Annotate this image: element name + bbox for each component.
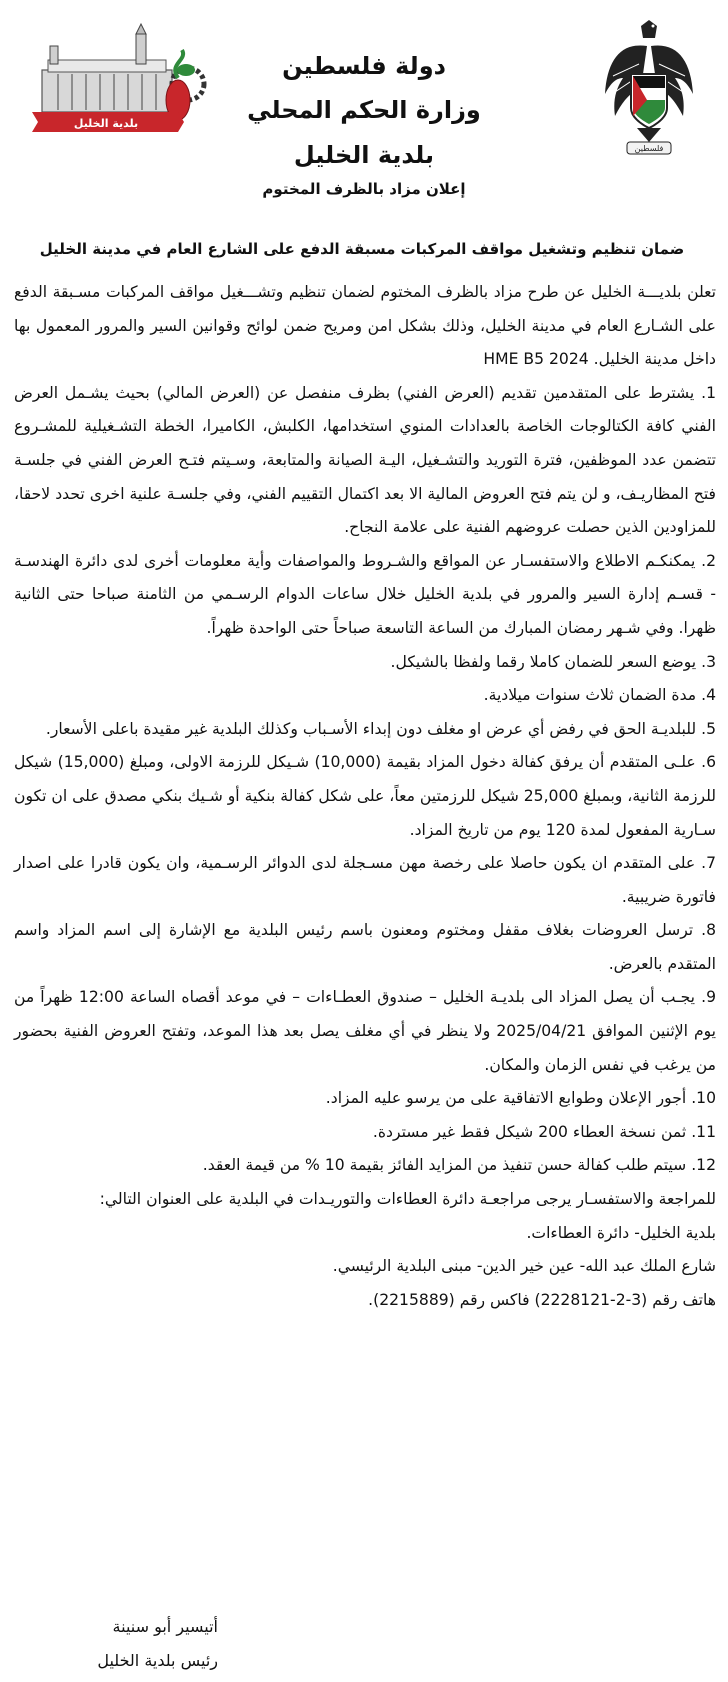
item-number: 3. [701,652,716,671]
item-text: علـى المتقدم أن يرفق كفالة دخول المزاد بقيمة (10,000) شـيكل للرزمة الاولى، ومبلغ (15,000) شيكل للرزمة الثانية، وبمبلغ 25,000 شيكل للرزمتين معاً، على شكل كفالة بنكية أو شـيك بنكي مصدق على ان تكون سـارية المفعول لمدة 120 يوم من تاريخ المزاد. [14,753,716,839]
item-number: 2. [701,551,716,570]
list-item [14,914,716,981]
seal-scroll-text: فلسطين [634,144,664,153]
country-title: دولة فلسطين [282,52,446,80]
item-text: يشترط على المتقدمين تقديم (العرض الفني) بظرف منفصل عن (العرض المالي) بحيث يشـمل العرض الفني كافة الكتالوجات الخاصة بالعدادات المنوي استخدامها، الكلبش، الكاميرا، الخطة التشـغيلية للمشـروع تتضمن عدد الموظفين، فترة التوريد والتشـغيل، اليـة الصيانة والمتابعة، وسـيتم فتـح العرض الفني في جلسـة فتح المظاريـف، و لن يتم فتح العروض المالية الا بعد اكتمال التقييم الفني، وفي جلسـة علنية اخرى تحدد لاحقا، للمزاودين الذين حصلت عروضهم الفنية على علامة النجاح. [14,383,716,537]
list-item [14,646,716,680]
notice-body [14,276,716,1317]
contact-phone-fax: هاتف رقم (3-2-2228121) فاكس رقم (2215889). [368,1290,716,1309]
signatory-name: أتيسير أبو سنينة [112,1617,218,1636]
item-text: للبلديـة الحق في رفض أي عرض او مغلف دون إبداء الأسـباب وكذلك البلدية غير مقيدة باعلى الأسعار. [45,719,697,738]
item-text: يمكنكـم الاطلاع والاستفسـار عن المواقع والشـروط والمواصفات وأية معلومات أخرى لدى دائرة الهندسـة - قسـم إدارة السير والمرور في بلدية الخليل خلال ساعات الدوام الرسـمي من الثامنة صباحا حتى الثانية ظهرا. وفي شـهر رمضان المبارك من الساعة التاسعة صباحاً حتى الواحدة ظهراً. [14,551,716,637]
item-text: على المتقدم ان يكون حاصلا على رخصة مهن مسـجلة لدى الدوائر الرسـمية، وان يكون قادرا على اصدار فاتورة ضريبية. [14,854,716,906]
notice-header [200,44,528,202]
list-item [14,1116,716,1150]
contact-address: شارع الملك عبد الله- عين خير الدين- مبنى البلدية الرئيسي. [332,1257,716,1276]
list-item [14,377,716,545]
list-item [14,545,716,646]
item-number: 4. [701,686,716,705]
hebron-municipality-logo [28,20,210,144]
notice-type: إعلان مزاد بالظرف المختوم [262,180,466,198]
list-item [14,981,716,1082]
ministry-title: وزارة الحكم المحلي [247,96,481,124]
item-number: 6. [701,753,716,772]
item-text: يوضع السعر للضمان كاملا رقما ولفظا بالشيكل. [390,652,697,671]
item-number: 8. [701,921,716,940]
contact-intro: للمراجعة والاستفسـار يرجى مراجعـة دائرة العطاءات والتوريـدات في البلدية على العنوان التالي: [99,1190,716,1209]
item-text: ترسل العروضات بغلاف مقفل ومختوم ومعنون باسم رئيس البلدية مع الإشارة إلى اسم المزاد واسم المتقدم بالعرض. [14,921,716,973]
contact-department: بلدية الخليل- دائرة العطاءات. [526,1223,716,1242]
list-item [14,713,716,747]
list-item [14,679,716,713]
item-text: أجور الإعلان وطوابع الاتفاقية على من يرسو عليه المزاد. [325,1089,687,1108]
item-text: مدة الضمان ثلاث سنوات ميلادية. [483,686,697,705]
item-number: 5. [701,719,716,738]
banner-text: بلدية الخليل [73,117,139,130]
list-item [14,1149,716,1183]
list-item [14,746,716,847]
list-item [14,1082,716,1116]
notice-subject: ضمان تنظيم وتشغيل مواقف المركبات مسبقة الدفع على الشارع العام في مدينة الخليل [39,240,685,258]
signatory-title: رئيس بلدية الخليل [97,1651,218,1670]
item-number: 7. [701,854,716,873]
item-number: 11. [691,1122,716,1141]
municipality-title: بلدية الخليل [293,141,435,169]
item-number: 10. [691,1089,716,1108]
intro-paragraph: تعلن بلديـــة الخليل عن طرح مزاد بالظرف المختوم لضمان تنظيم وتشـــغيل مواقف المركبات مسـبقة الدفع على الشـارع العام في مدينة الخليل، وذلك بشكل امن ومريح ضمن لوائح وقوانين السير والمرور المعمول بها داخل مدينة الخليل. HME B5 2024 [14,283,716,369]
item-text: يجـب أن يصل المزاد الى بلديـة الخليل – صندوق العطـاءات – في موعد أقصاه الساعة 12:00 ظهراً من يوم الإثنين الموافق 2025/04/21 ولا ينظر في أي مغلف يصل بعد هذا الموعد، وتفتح العروض الفنية بحضور من يرغب في نفس الزمان والمكان. [14,988,716,1074]
item-number: 1. [701,383,716,402]
item-number: 12. [691,1156,716,1175]
signature-block [18,1610,218,1678]
palestine-eagle-emblem [601,16,697,164]
item-text: ثمن نسخة العطاء 200 شيكل فقط غير مستردة. [372,1122,687,1141]
item-text: سيتم طلب كفالة حسن تنفيذ من المزايد الفائز بقيمة 10 % من قيمة العقد. [202,1156,687,1175]
list-item [14,847,716,914]
item-number: 9. [701,988,716,1007]
